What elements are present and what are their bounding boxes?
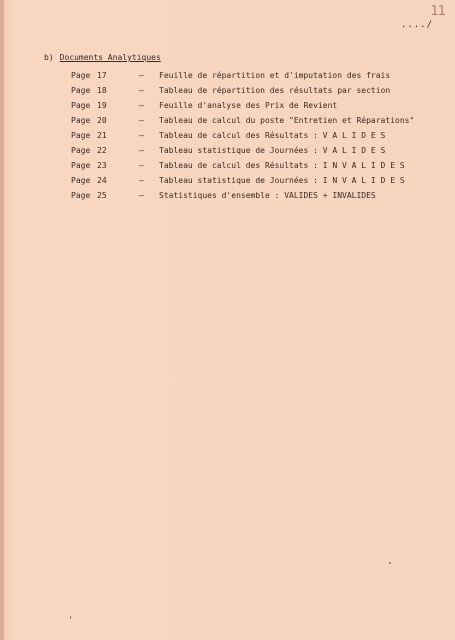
dash-separator: –: [139, 146, 144, 155]
page-number-value: 24: [97, 176, 107, 185]
page-number-value: 22: [97, 146, 107, 155]
page-number-value: 25: [97, 191, 107, 200]
section-marker: b): [44, 53, 54, 62]
paper-speck: [389, 562, 391, 564]
dash-separator: –: [139, 176, 144, 185]
binding-edge: [0, 0, 4, 640]
continuation-mark: ..../: [400, 20, 433, 30]
dash-separator: –: [139, 71, 144, 80]
document-description: Statistiques d'ensemble : VALIDES + INVALIDES: [159, 191, 376, 200]
page-number-value: 20: [97, 116, 107, 125]
document-description: Tableau de calcul des Résultats : I N V A L I D E S: [159, 161, 405, 170]
page-number-value: 19: [97, 101, 107, 110]
page-number-value: 17: [97, 71, 107, 80]
page-label: Page: [71, 146, 91, 155]
page-number-value: 23: [97, 161, 107, 170]
document-description: Tableau statistique de Journées : I N V A L I D E S: [159, 176, 405, 185]
page-label: Page: [71, 71, 91, 80]
document-description: Tableau statistique de Journées : V A L I D E S: [159, 146, 386, 155]
dash-separator: –: [139, 86, 144, 95]
page-label: Page: [71, 176, 91, 185]
dash-separator: –: [139, 131, 144, 140]
document-description: Tableau de calcul des Résultats : V A L I D E S: [159, 131, 386, 140]
page-label: Page: [71, 101, 91, 110]
dash-separator: –: [139, 191, 144, 200]
section-heading: [44, 53, 161, 62]
handwritten-page-number: 11: [430, 4, 445, 19]
section-title: Documents Analytiques: [59, 53, 161, 62]
page-label: Page: [71, 161, 91, 170]
dash-separator: –: [139, 161, 144, 170]
paper-speck: [70, 616, 71, 619]
dash-separator: –: [139, 101, 144, 110]
page-label: Page: [71, 191, 91, 200]
page-label: Page: [71, 116, 91, 125]
document-description: Tableau de répartition des résultats par section: [159, 86, 391, 95]
document-description: Feuille de répartition et d'imputation des frais: [159, 71, 391, 80]
page-label: Page: [71, 86, 91, 95]
dash-separator: –: [139, 116, 144, 125]
page-number-value: 21: [97, 131, 107, 140]
page-label: Page: [71, 131, 91, 140]
document-description: Feuille d'analyse des Prix de Revient: [159, 101, 338, 110]
document-description: Tableau de calcul du poste "Entretien et Réparations": [159, 116, 415, 125]
page-number-value: 18: [97, 86, 107, 95]
